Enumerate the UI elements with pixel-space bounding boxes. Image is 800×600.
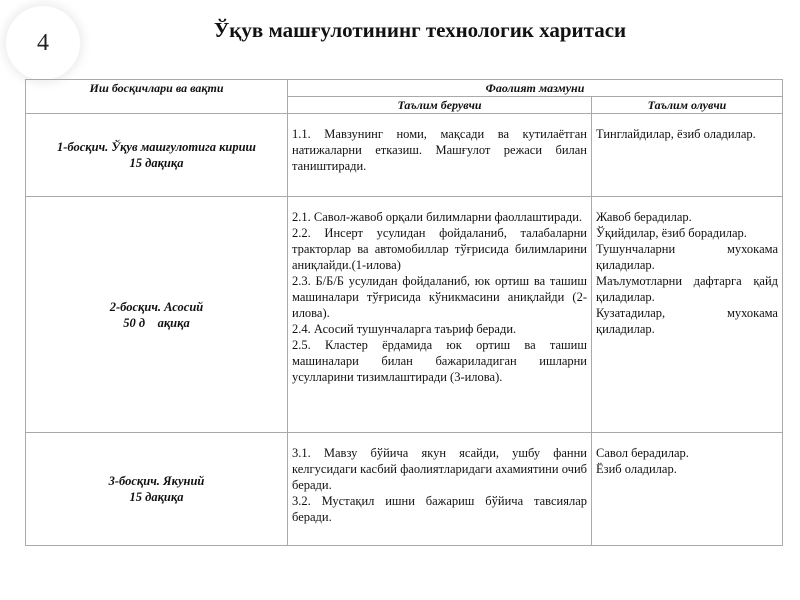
teacher-item: 2.4. Асосий тушунчаларга таъриф беради. bbox=[292, 322, 517, 336]
page-title: Ўқув машғулотининг технологик харитаси bbox=[213, 18, 627, 42]
student-item: Кузатадилар, мухокама қиладилар. bbox=[596, 306, 778, 336]
teacher-item: 1.1. Мавзунинг номи, мақсади ва кутилаётган натижаларни етказиш. Машғулот режаси билан таништиради. bbox=[292, 127, 587, 173]
page-number-badge bbox=[6, 6, 80, 80]
stage-name: 2-босқич. Асосий bbox=[109, 299, 204, 314]
teacher-item: 2.3. Б/Б/Б усулидан фойдаланиб, юк ортиш ва ташиш машиналари тўғрисида кўникмасини аниқлайди (2-илова). bbox=[292, 274, 587, 320]
stage-name: 3-босқич. Якуний bbox=[108, 474, 205, 488]
teacher-item: 2.5. Кластер ёрдамида юк ортиш ва ташиш машиналари билан бажариладиган ишларни усулларини тизимлаштиради (3-илова). bbox=[292, 338, 587, 384]
teacher-cell bbox=[288, 197, 592, 433]
stage-time: 50 д ақиқа bbox=[123, 315, 190, 330]
stage-cell bbox=[26, 433, 288, 546]
student-item: Ёзиб оладилар. bbox=[596, 462, 677, 476]
table-row bbox=[26, 433, 783, 546]
stage-cell bbox=[26, 114, 288, 197]
header-row-main bbox=[26, 80, 783, 97]
student-cell bbox=[592, 433, 783, 546]
teacher-cell bbox=[288, 433, 592, 546]
header-activity: Фаолият мазмуни bbox=[288, 80, 783, 97]
table-row bbox=[26, 197, 783, 433]
student-item: Тинглайдилар, ёзиб оладилар. bbox=[596, 127, 756, 141]
technology-map-table bbox=[25, 79, 783, 546]
teacher-item: 2.2. Инсерт усулидан фойдаланиб, талабаларни тракторлар ва автомобиллар тўғрисида билимларини аниқлайди.(1-илова) bbox=[292, 226, 587, 272]
student-item: Жавоб берадилар. bbox=[596, 210, 692, 224]
teacher-cell bbox=[288, 114, 592, 197]
teacher-item: 3.2. Мустақил ишни бажариш бўйича тавсиялар беради. bbox=[292, 494, 587, 524]
student-cell bbox=[592, 197, 783, 433]
student-cell bbox=[592, 114, 783, 197]
page-number: 4 bbox=[37, 29, 49, 56]
student-item: Савол берадилар. bbox=[596, 446, 689, 460]
stage-cell bbox=[26, 197, 288, 433]
header-teacher: Таълим берувчи bbox=[288, 97, 592, 114]
student-item: Маълумотларни дафтарга қайд қиладилар. bbox=[596, 274, 778, 304]
header-student: Таълим олувчи bbox=[592, 97, 783, 114]
stage-name: 1-босқич. Ўқув машғулотига кириш bbox=[57, 140, 256, 154]
table-row bbox=[26, 114, 783, 197]
teacher-item: 2.1. Савол-жавоб орқали билимларни фаоллаштиради. bbox=[292, 210, 583, 224]
stage-time: 15 дақиқа bbox=[129, 156, 184, 170]
stage-time: 15 дақиқа bbox=[129, 490, 184, 504]
student-item: Тушунчаларни мухокама қиладилар. bbox=[596, 242, 778, 272]
teacher-item: 3.1. Мавзу бўйича якун ясайди, ушбу фанни келгусидаги касбий фаолиятларидаги ахамиятини очиб беради. bbox=[292, 446, 587, 492]
header-stages: Иш босқичлари ва вақти bbox=[26, 80, 288, 114]
student-item: Ўқийдилар, ёзиб борадилар. bbox=[596, 226, 747, 240]
